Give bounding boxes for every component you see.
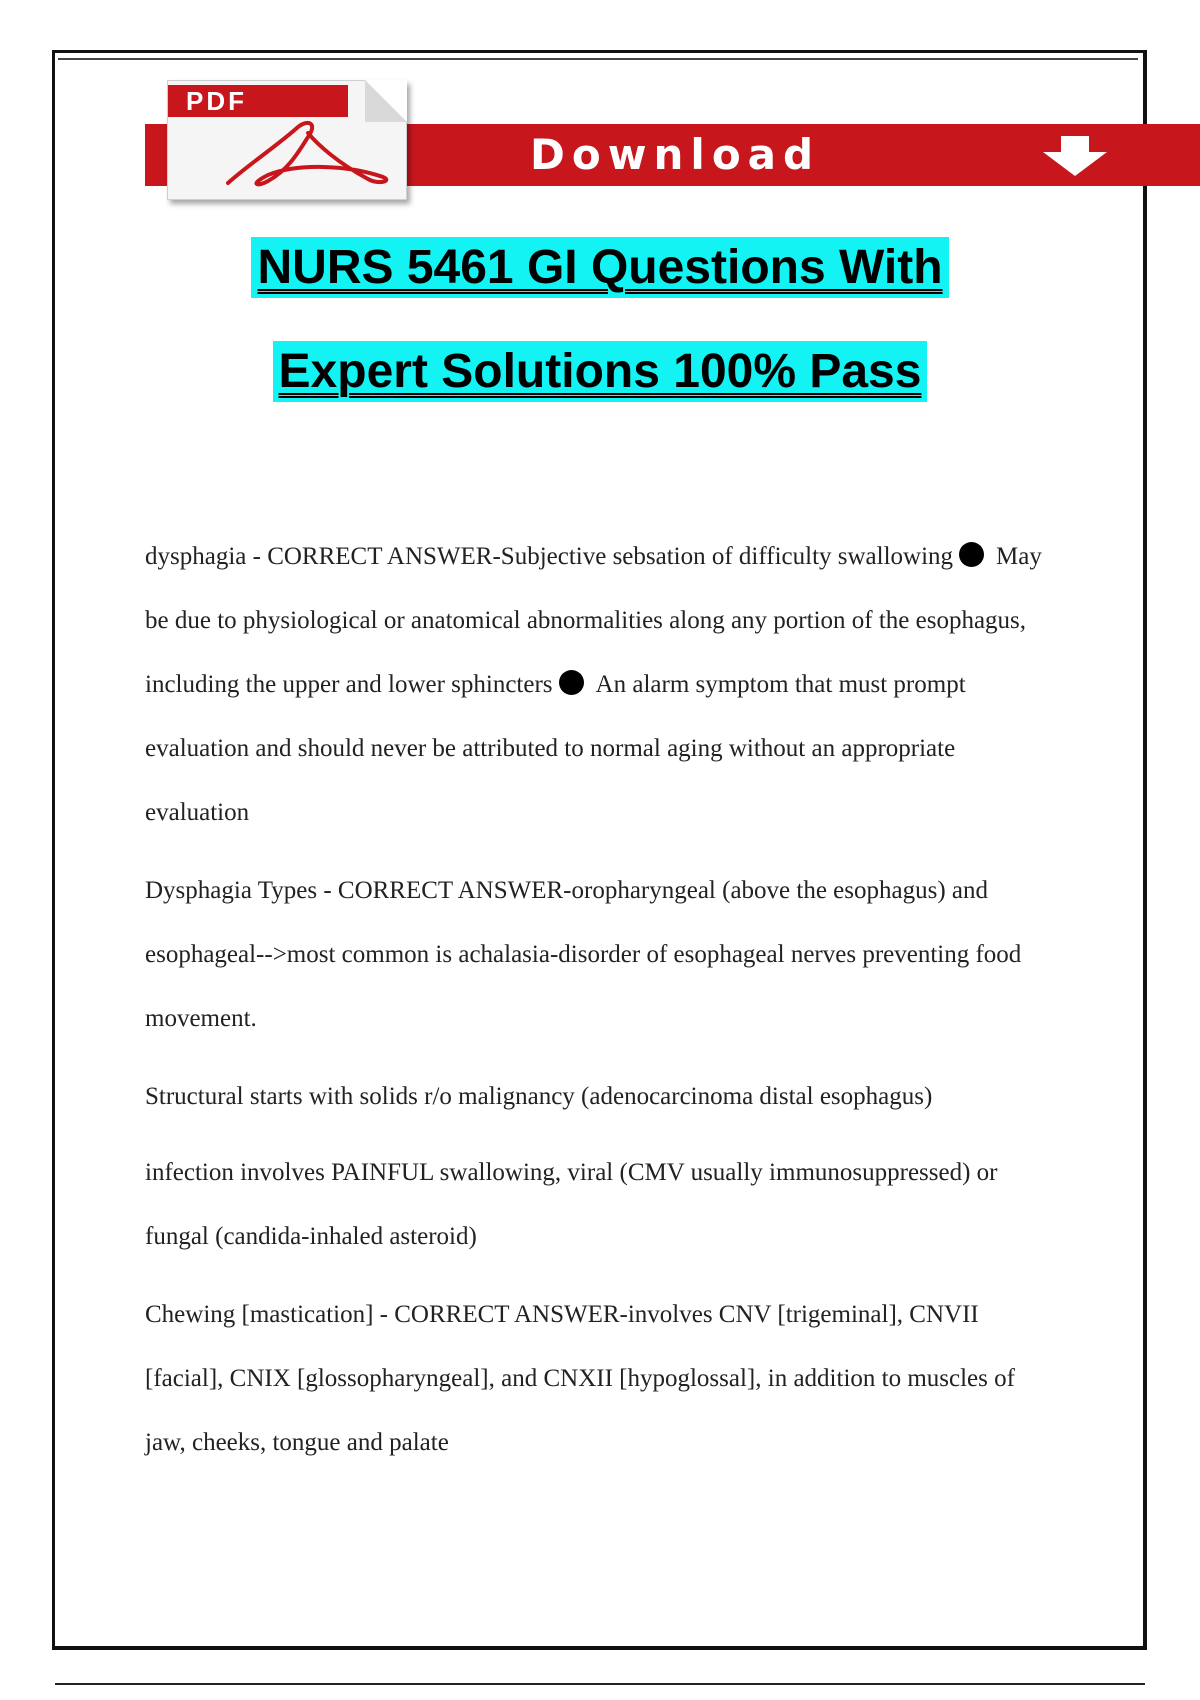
dysphagia-definition: dysphagia - CORRECT ANSWER-Subjective sebsation of difficulty swallowing <box>145 543 954 570</box>
bullet-icon <box>559 670 584 695</box>
bullet-icon <box>959 542 984 567</box>
pdf-label: PDF <box>168 85 348 117</box>
adobe-acrobat-icon <box>208 115 398 195</box>
pdf-document-icon <box>167 80 407 200</box>
pdf-download-banner[interactable] <box>145 80 1200 200</box>
paragraph-chewing: Chewing [mastication] - CORRECT ANSWER-involves CNV [trigeminal], CNVII [facial], CNIX [glossopharyngeal], and CNXII [hypoglossal], in addition to muscles of jaw, cheeks, tongue and palate <box>145 1301 1015 1456</box>
paragraph-dysphagia-types: Dysphagia Types - CORRECT ANSWER-oropharyngeal (above the esophagus) and esophageal-->most common is achalasia-disorder of esophageal nerves preventing food movement. <box>145 877 1022 1032</box>
document-title <box>0 240 1200 448</box>
dysphagia-cause: May be due to physiological or anatomical abnormalities along any portion of the esophagus, including the upper and lower sphincters <box>145 543 1042 698</box>
bottom-rule <box>55 1683 1145 1685</box>
down-arrow-icon[interactable] <box>1035 136 1115 176</box>
paragraph-structural: Structural starts with solids r/o malignancy (adenocarcinoma distal esophagus) <box>145 1083 933 1110</box>
title-line-2: Expert Solutions 100% Pass <box>0 344 1200 448</box>
top-rule <box>58 58 1138 60</box>
download-label[interactable]: Download <box>530 130 821 179</box>
title-line-1: NURS 5461 GI Questions With <box>0 240 1200 344</box>
paragraph-dysphagia <box>145 525 1060 845</box>
document-body <box>145 525 1060 1489</box>
paragraph-infection: infection involves PAINFUL swallowing, viral (CMV usually immunosuppressed) or fungal (candida-inhaled asteroid) <box>145 1159 998 1250</box>
dysphagia-alarm: An alarm symptom that must prompt evaluation and should never be attributed to normal aging without an appropriate evaluation <box>145 671 966 826</box>
